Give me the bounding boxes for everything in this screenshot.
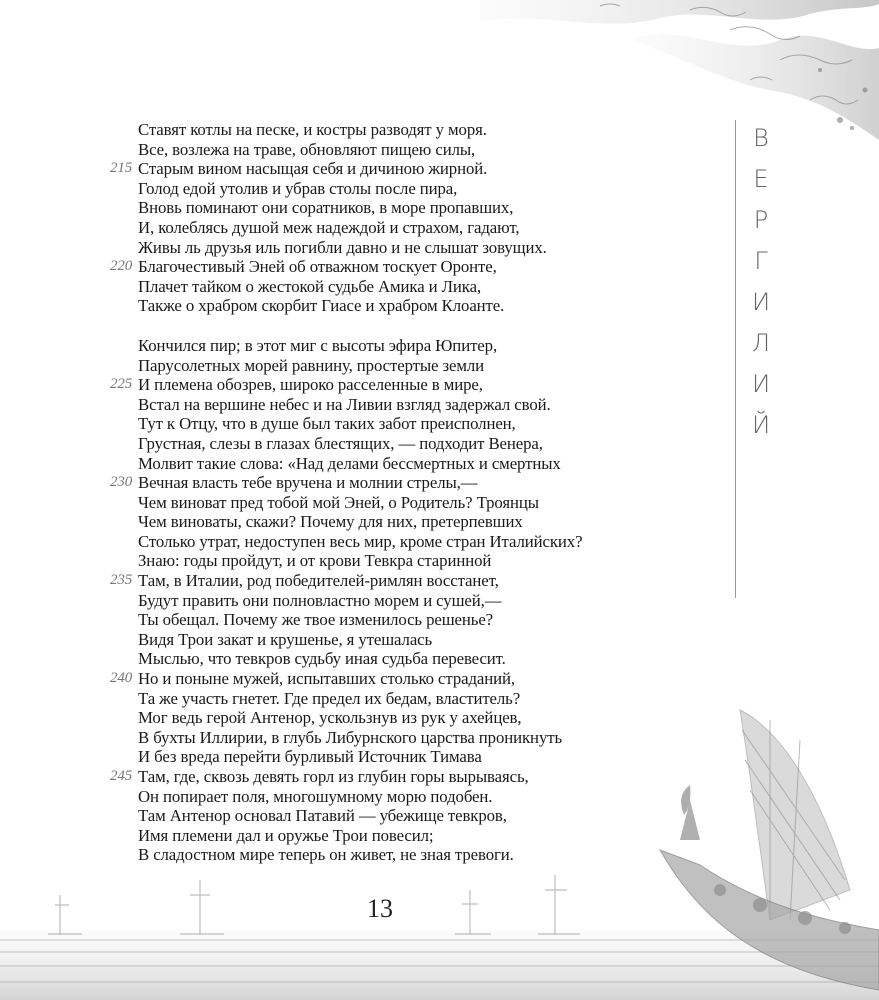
title-letter: Й bbox=[751, 411, 771, 439]
verse-line bbox=[108, 356, 628, 376]
verse-line bbox=[108, 414, 628, 434]
verse-line bbox=[108, 610, 628, 630]
verse-text: Тут к Отцу, что в душе был таких забот преисполнен, bbox=[138, 414, 516, 434]
verse-text: Будут править они полновластно морем и сушей,— bbox=[138, 590, 502, 610]
verse-line bbox=[108, 767, 628, 787]
verse-text: Грустная, слезы в глазах блестящих, — подходит Венера, bbox=[138, 433, 543, 453]
verse-line bbox=[108, 159, 628, 179]
verse-line bbox=[108, 218, 628, 238]
verse-text: Чем виноват пред тобой мой Эней, о Родитель? Троянцы bbox=[138, 492, 539, 512]
verse-text: Ты обещал. Почему же твое изменилось решенье? bbox=[138, 610, 494, 630]
verse-line bbox=[108, 140, 628, 160]
verse-line bbox=[108, 493, 628, 513]
title-letter: Р bbox=[753, 206, 769, 234]
verse-text: Вновь поминают они соратников, в море пропавших, bbox=[138, 198, 514, 218]
title-letter: Е bbox=[753, 165, 769, 193]
verse-text: Мыслью, что тевкров судьбу иная судьба перевесит. bbox=[138, 649, 506, 669]
verse-text: Благочестивый Эней об отважном тоскует Оронте, bbox=[138, 257, 497, 277]
verse-text: И без вреда перейти бурливый Источник Тимава bbox=[138, 747, 482, 767]
verse-line bbox=[108, 591, 628, 611]
title-letter: Г bbox=[754, 247, 768, 275]
verse-line bbox=[108, 296, 628, 316]
verse-line bbox=[108, 179, 628, 199]
verse-text: Там, где, сквозь девять горл из глубин горы вырываясь, bbox=[138, 767, 529, 786]
verse-line bbox=[108, 747, 628, 767]
line-number: 235 bbox=[110, 572, 133, 589]
verse-text: Живы ль друзья иль погибли давно и не слышат зовущих. bbox=[138, 237, 547, 257]
line-number: 220 bbox=[110, 258, 133, 275]
verse-line bbox=[108, 120, 628, 140]
verse-line bbox=[108, 198, 628, 218]
verse-line bbox=[108, 375, 628, 395]
verse-text: Молвит такие слова: «Над делами бессмертных и смертных bbox=[138, 453, 561, 473]
verse-text: Вечная власть тебе вручена и молнии стрелы,— bbox=[138, 473, 478, 493]
verse-line bbox=[108, 806, 628, 826]
line-number: 240 bbox=[110, 670, 133, 687]
verse-line bbox=[108, 708, 628, 728]
verse-text: Все, возлежа на траве, обновляют пищею силы, bbox=[138, 139, 476, 159]
verse-text: Мог ведь герой Антенор, ускользнув из рук у ахейцев, bbox=[138, 708, 522, 728]
verse-text: Видя Трои закат и крушенье, я утешалась bbox=[138, 629, 433, 649]
verse-text: Голод едой утолив и убрав столы после пира, bbox=[138, 178, 458, 198]
verse-line bbox=[108, 473, 628, 493]
verse-line bbox=[108, 669, 628, 689]
verse-text: Ставят котлы на песке, и костры разводят у моря. bbox=[138, 120, 487, 139]
verse-text: Кончился пир; в этот миг с высоты эфира Юпитер, bbox=[138, 335, 498, 355]
verse-text: Имя племени дал и оружье Трои повесил; bbox=[138, 825, 434, 845]
verse-text: В сладостном мире теперь он живет, не зная тревоги. bbox=[138, 845, 514, 865]
verse-text: Столько утрат, недоступен весь мир, кроме стран Италийских? bbox=[138, 531, 583, 551]
line-number: 245 bbox=[110, 768, 133, 784]
verse-line bbox=[108, 728, 628, 748]
line-number: 225 bbox=[110, 376, 133, 393]
author-vertical-title bbox=[736, 118, 786, 446]
verse-line bbox=[108, 532, 628, 552]
verse-line bbox=[108, 689, 628, 709]
verse-line bbox=[108, 649, 628, 669]
poem-text bbox=[108, 120, 628, 865]
verse-text: Знаю: годы пройдут, и от крови Тевкра старинной bbox=[138, 551, 492, 571]
verse-text: Старым вином насыщая себя и дичиною жирной. bbox=[138, 159, 488, 179]
page-number: 13 bbox=[367, 894, 393, 923]
stanza-gap bbox=[108, 316, 628, 336]
verse-text: Встал на вершине небес и на Ливии взгляд задержал свой. bbox=[138, 394, 551, 414]
verse-line bbox=[108, 434, 628, 454]
line-number: 215 bbox=[110, 160, 133, 177]
verse-line bbox=[108, 395, 628, 415]
verse-line bbox=[108, 845, 628, 865]
verse-text: Там Антенор основал Патавий — убежище тевкров, bbox=[138, 806, 507, 826]
stanza-container bbox=[108, 120, 628, 865]
verse-text: Он попирает поля, многошумному морю подобен. bbox=[138, 786, 493, 806]
verse-line bbox=[108, 826, 628, 846]
line-number: 230 bbox=[110, 474, 133, 491]
verse-line bbox=[108, 277, 628, 297]
verse-line bbox=[108, 571, 628, 591]
verse-text: В бухты Иллирии, в глубь Либурнского царства проникнуть bbox=[138, 727, 563, 747]
verse-text: Но и поныне мужей, испытавших столько страданий, bbox=[138, 669, 515, 689]
title-letter: И bbox=[751, 288, 771, 316]
verse-text: Чем виноваты, скажи? Почему для них, претерпевших bbox=[138, 512, 523, 532]
verse-line bbox=[108, 238, 628, 258]
verse-text: Плачет тайком о жестокой судьбе Амика и Лика, bbox=[138, 276, 482, 296]
verse-text: Та же участь гнетет. Где предел их бедам, властитель? bbox=[138, 688, 521, 708]
verse-line bbox=[108, 787, 628, 807]
verse-text: И, колеблясь душой меж надеждой и страхом, гадают, bbox=[138, 217, 520, 237]
verse-line bbox=[108, 454, 628, 474]
verse-text: Также о храбром скорбит Гиасе и храбром Клоанте. bbox=[138, 296, 505, 316]
verse-line bbox=[108, 336, 628, 356]
verse-line bbox=[108, 512, 628, 532]
verse-text: И племена обозрев, широко расселенные в мире, bbox=[138, 375, 483, 395]
title-letter: И bbox=[751, 370, 771, 398]
title-letter: В bbox=[753, 124, 769, 152]
verse-text: Там, в Италии, род победителей-римлян восстанет, bbox=[138, 571, 499, 591]
verse-text: Парусолетных морей равнину, простертые земли bbox=[138, 355, 485, 375]
verse-line bbox=[108, 551, 628, 571]
verse-line bbox=[108, 630, 628, 650]
title-letter: Л bbox=[751, 329, 771, 357]
verse-line bbox=[108, 257, 628, 277]
